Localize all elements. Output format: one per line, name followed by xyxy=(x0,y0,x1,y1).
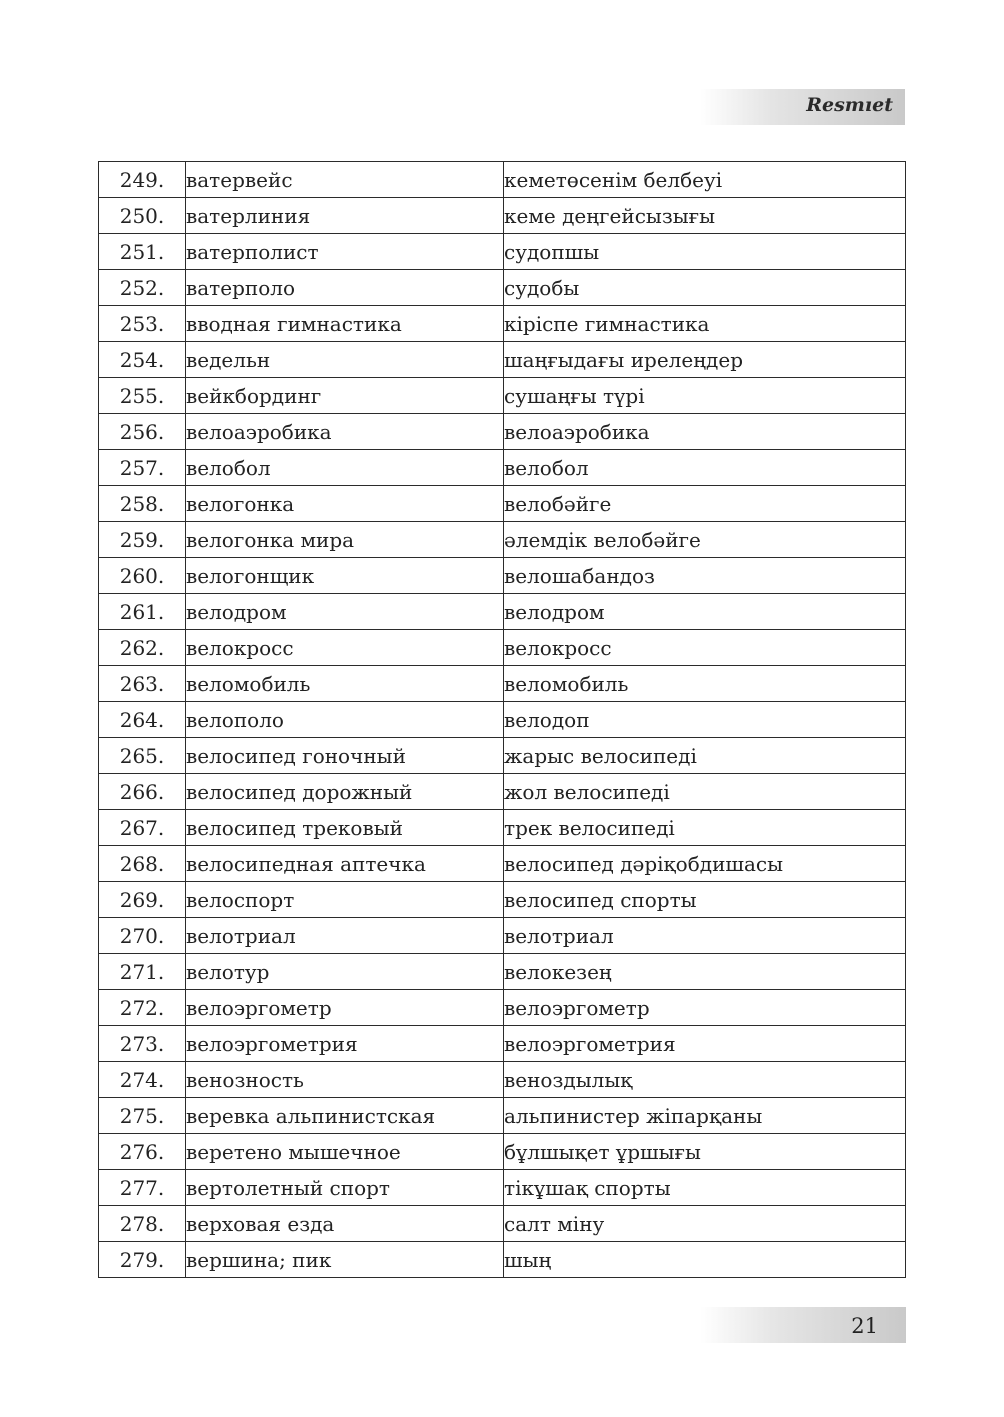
table-row xyxy=(99,990,906,1026)
term-number: 256. xyxy=(99,414,186,450)
term-number: 257. xyxy=(99,450,186,486)
term-kazakh: велосипед дәріқобдишасы xyxy=(504,846,906,882)
term-russian: велоспорт xyxy=(186,882,504,918)
term-kazakh: велосипед спорты xyxy=(504,882,906,918)
term-russian: велобол xyxy=(186,450,504,486)
term-kazakh: шаңғыдағы ирелеңдер xyxy=(504,342,906,378)
term-kazakh: кеметөсенім белбеуі xyxy=(504,162,906,198)
term-number: 251. xyxy=(99,234,186,270)
term-number: 279. xyxy=(99,1242,186,1278)
term-russian: вейкбординг xyxy=(186,378,504,414)
table-row xyxy=(99,162,906,198)
term-kazakh: сушаңғы түрі xyxy=(504,378,906,414)
term-number: 253. xyxy=(99,306,186,342)
term-kazakh: велотриал xyxy=(504,918,906,954)
term-number: 263. xyxy=(99,666,186,702)
table-row xyxy=(99,486,906,522)
term-kazakh: велоаэробика xyxy=(504,414,906,450)
table-row xyxy=(99,846,906,882)
term-number: 249. xyxy=(99,162,186,198)
table-row xyxy=(99,1098,906,1134)
running-header-title: Resmıet xyxy=(806,94,893,116)
term-kazakh: велоэргометрия xyxy=(504,1026,906,1062)
table-row xyxy=(99,198,906,234)
term-number: 275. xyxy=(99,1098,186,1134)
term-russian: вводная гимнастика xyxy=(186,306,504,342)
term-number: 278. xyxy=(99,1206,186,1242)
term-kazakh: трек велосипеді xyxy=(504,810,906,846)
term-russian: венозность xyxy=(186,1062,504,1098)
table-row xyxy=(99,1134,906,1170)
term-kazakh: велодоп xyxy=(504,702,906,738)
term-kazakh: велокросс xyxy=(504,630,906,666)
term-number: 272. xyxy=(99,990,186,1026)
term-number: 269. xyxy=(99,882,186,918)
term-number: 260. xyxy=(99,558,186,594)
term-number: 258. xyxy=(99,486,186,522)
term-number: 277. xyxy=(99,1170,186,1206)
term-russian: велокросс xyxy=(186,630,504,666)
table-row xyxy=(99,666,906,702)
term-number: 264. xyxy=(99,702,186,738)
term-kazakh: веноздылық xyxy=(504,1062,906,1098)
table-row xyxy=(99,810,906,846)
table-row xyxy=(99,234,906,270)
term-kazakh: жол велосипеді xyxy=(504,774,906,810)
term-kazakh: кеме деңгейсызығы xyxy=(504,198,906,234)
table-row xyxy=(99,954,906,990)
term-kazakh: велобол xyxy=(504,450,906,486)
term-number: 266. xyxy=(99,774,186,810)
term-kazakh: әлемдік велобәйге xyxy=(504,522,906,558)
term-kazakh: велоэргометр xyxy=(504,990,906,1026)
page-number: 21 xyxy=(851,1314,878,1338)
term-russian: велодром xyxy=(186,594,504,630)
term-russian: велосипедная аптечка xyxy=(186,846,504,882)
term-number: 254. xyxy=(99,342,186,378)
table-row xyxy=(99,630,906,666)
table-row xyxy=(99,738,906,774)
term-russian: ватерполист xyxy=(186,234,504,270)
table-row xyxy=(99,1242,906,1278)
term-russian: велотур xyxy=(186,954,504,990)
table-row xyxy=(99,378,906,414)
term-russian: велогонка мира xyxy=(186,522,504,558)
running-header xyxy=(700,89,905,125)
term-russian: ватерполо xyxy=(186,270,504,306)
table-row xyxy=(99,342,906,378)
table-row xyxy=(99,1206,906,1242)
term-russian: велосипед гоночный xyxy=(186,738,504,774)
term-kazakh: судобы xyxy=(504,270,906,306)
term-kazakh: кіріспе гимнастика xyxy=(504,306,906,342)
term-number: 255. xyxy=(99,378,186,414)
terms-table-body xyxy=(99,162,906,1278)
table-row xyxy=(99,1026,906,1062)
table-row xyxy=(99,306,906,342)
table-row xyxy=(99,1062,906,1098)
table-row xyxy=(99,774,906,810)
term-number: 252. xyxy=(99,270,186,306)
term-kazakh: велокезең xyxy=(504,954,906,990)
term-number: 250. xyxy=(99,198,186,234)
term-kazakh: салт міну xyxy=(504,1206,906,1242)
term-russian: велосипед дорожный xyxy=(186,774,504,810)
term-russian: велоэргометр xyxy=(186,990,504,1026)
term-number: 276. xyxy=(99,1134,186,1170)
table-row xyxy=(99,882,906,918)
term-number: 267. xyxy=(99,810,186,846)
term-russian: велосипед трековый xyxy=(186,810,504,846)
table-row xyxy=(99,1170,906,1206)
term-russian: веломобиль xyxy=(186,666,504,702)
term-russian: велотриал xyxy=(186,918,504,954)
table-row xyxy=(99,702,906,738)
term-russian: велоаэробика xyxy=(186,414,504,450)
term-number: 265. xyxy=(99,738,186,774)
table-row xyxy=(99,414,906,450)
term-russian: велогонка xyxy=(186,486,504,522)
term-number: 270. xyxy=(99,918,186,954)
term-russian: вертолетный спорт xyxy=(186,1170,504,1206)
term-number: 261. xyxy=(99,594,186,630)
term-number: 259. xyxy=(99,522,186,558)
term-number: 271. xyxy=(99,954,186,990)
table-row xyxy=(99,558,906,594)
term-russian: ватерлиния xyxy=(186,198,504,234)
terms-table xyxy=(98,161,906,1278)
table-row xyxy=(99,594,906,630)
term-russian: ватервейс xyxy=(186,162,504,198)
term-kazakh: велошабандоз xyxy=(504,558,906,594)
term-kazakh: велобәйге xyxy=(504,486,906,522)
table-row xyxy=(99,918,906,954)
table-row xyxy=(99,522,906,558)
term-kazakh: велодром xyxy=(504,594,906,630)
term-russian: велогонщик xyxy=(186,558,504,594)
term-kazakh: альпинистер жіпарқаны xyxy=(504,1098,906,1134)
term-kazakh: шың xyxy=(504,1242,906,1278)
term-kazakh: судопшы xyxy=(504,234,906,270)
term-russian: верховая езда xyxy=(186,1206,504,1242)
term-russian: вершина; пик xyxy=(186,1242,504,1278)
term-kazakh: веломобиль xyxy=(504,666,906,702)
term-russian: велоэргометрия xyxy=(186,1026,504,1062)
term-number: 268. xyxy=(99,846,186,882)
term-number: 273. xyxy=(99,1026,186,1062)
term-number: 262. xyxy=(99,630,186,666)
term-kazakh: бұлшықет ұршығы xyxy=(504,1134,906,1170)
page-footer xyxy=(700,1307,906,1343)
term-kazakh: тікұшақ спорты xyxy=(504,1170,906,1206)
table-row xyxy=(99,450,906,486)
term-russian: веревка альпинистская xyxy=(186,1098,504,1134)
term-russian: ведельн xyxy=(186,342,504,378)
term-russian: велополо xyxy=(186,702,504,738)
term-number: 274. xyxy=(99,1062,186,1098)
term-russian: веретено мышечное xyxy=(186,1134,504,1170)
term-kazakh: жарыс велосипеді xyxy=(504,738,906,774)
table-row xyxy=(99,270,906,306)
